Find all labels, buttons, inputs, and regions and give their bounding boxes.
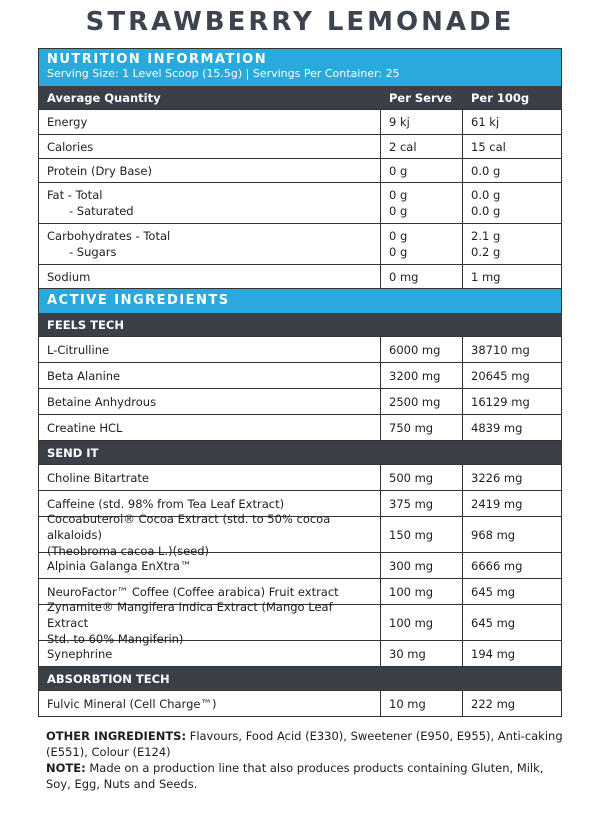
row-sublabel: - Sugars [69, 245, 117, 259]
row-per-100g: 0.0 g [471, 163, 501, 178]
row-label: Synephrine [47, 646, 113, 661]
row-per-serve: 750 mg [389, 420, 434, 435]
table-row [39, 224, 561, 265]
row-label: Choline Bitartrate [47, 470, 150, 485]
row-per-serve: 0 g [389, 229, 408, 243]
other-ingredients-text: Flavours, Food Acid (E330), Sweetener (E950, E955), Anti-caking (E551), Colour (E124) [46, 729, 563, 759]
row-label: Betaine Anhydrous [47, 394, 157, 409]
row-per-serve: 2500 mg [389, 394, 441, 409]
row-label-line2: (Theobroma cacoa L.)(seed) [47, 543, 210, 558]
row-per-100g: 20645 mg [471, 368, 530, 383]
row-per-100g: 4839 mg [471, 420, 523, 435]
row-label: Zynamite® Mangifera Indica Extract (Mango Leaf Extract [47, 599, 333, 630]
table-row [39, 183, 561, 224]
row-per-serve-sub: 0 g [389, 204, 408, 218]
row-per-100g: 645 mg [471, 584, 516, 599]
row-per-serve: 3200 mg [389, 368, 441, 383]
row-per-serve: 9 kj [389, 115, 410, 129]
row-label: Beta Alanine [47, 368, 121, 383]
note-label: NOTE: [46, 761, 86, 775]
row-per-100g: 222 mg [471, 696, 516, 711]
row-per-serve: 100 mg [389, 584, 434, 599]
row-per-serve-sub: 0 g [389, 245, 408, 259]
row-per-serve: 150 mg [389, 527, 434, 542]
row-per-100g: 2.1 g [471, 229, 501, 243]
other-ingredients [46, 728, 566, 760]
table-row [39, 265, 561, 289]
row-label: Creatine HCL [47, 420, 123, 435]
row-per-100g-sub: 0.2 g [471, 245, 501, 259]
row-per-100g: 645 mg [471, 615, 516, 630]
nutrition-header [39, 49, 561, 86]
col-header-per-serve: Per Serve [389, 90, 452, 105]
row-per-100g: 38710 mg [471, 342, 530, 357]
note-text: Made on a production line that also produces products containing Gluten, Milk, Soy, Egg, Nuts and Seeds. [46, 761, 544, 791]
row-per-serve: 10 mg [389, 696, 426, 711]
table-row [39, 641, 561, 667]
nutrition-panel [38, 48, 562, 717]
row-per-serve: 0 g [389, 163, 408, 178]
row-per-serve: 500 mg [389, 470, 434, 485]
row-sublabel: - Saturated [69, 204, 134, 218]
active-ingredients-heading: ACTIVE INGREDIENTS [39, 289, 561, 313]
col-header-per-100g: Per 100g [471, 90, 530, 105]
row-label-line2: Std. to 60% Mangiferin) [47, 631, 184, 646]
other-ingredients-label: OTHER INGREDIENTS: [46, 729, 187, 743]
row-label: Calories [47, 139, 94, 154]
row-label: L-Citrulline [47, 342, 110, 357]
table-row [39, 691, 561, 717]
table-row [39, 465, 561, 491]
section-absorbtion-tech: ABSORBTION TECH [39, 667, 561, 691]
row-label: Caffeine (std. 98% from Tea Leaf Extract) [47, 496, 285, 511]
table-row [39, 110, 561, 135]
table-row [39, 511, 561, 558]
column-header-row [39, 86, 561, 110]
row-label: Alpinia Galanga EnXtra™ [47, 558, 192, 573]
row-per-100g: 194 mg [471, 646, 516, 661]
table-row [39, 363, 561, 389]
row-label: Sodium [47, 269, 91, 284]
table-row [39, 415, 561, 441]
row-per-serve: 2 cal [389, 139, 417, 154]
allergen-note [46, 760, 566, 792]
row-label: Cocoabuterol® Cocoa Extract (std. to 50% cocoa alkaloids) [47, 511, 331, 542]
row-per-100g: 6666 mg [471, 558, 523, 573]
row-per-serve: 100 mg [389, 615, 434, 630]
serving-info: Serving Size: 1 Level Scoop (15.5g) | Servings Per Container: 25 [47, 67, 400, 80]
row-per-100g: 0.0 g [471, 188, 501, 202]
table-row [39, 389, 561, 415]
row-label: NeuroFactor™ Coffee (Coffee arabica) Fruit extract [47, 584, 339, 599]
row-per-100g: 968 mg [471, 527, 516, 542]
row-per-serve: 30 mg [389, 646, 426, 661]
row-per-100g: 15 cal [471, 139, 506, 154]
section-feels-tech: FEELS TECH [39, 313, 561, 337]
row-per-100g: 61 kj [471, 115, 500, 129]
table-row [39, 135, 561, 159]
product-title: STRAWBERRY LEMONADE [85, 7, 515, 37]
col-header-quantity: Average Quantity [47, 90, 161, 105]
row-label: Energy [47, 115, 88, 129]
table-row [39, 599, 561, 646]
table-row [39, 159, 561, 183]
footer-notes [46, 728, 566, 792]
table-row [39, 553, 561, 579]
row-label: Fulvic Mineral (Cell Charge™) [47, 696, 217, 711]
row-per-100g: 1 mg [471, 269, 501, 284]
row-label: Protein (Dry Base) [47, 163, 152, 178]
row-per-100g: 2419 mg [471, 496, 523, 511]
row-label: Carbohydrates - Total [47, 229, 171, 243]
row-per-100g: 16129 mg [471, 394, 530, 409]
row-per-serve: 375 mg [389, 496, 434, 511]
row-per-serve: 0 mg [389, 269, 419, 284]
table-row [39, 337, 561, 363]
row-per-100g: 3226 mg [471, 470, 523, 485]
row-per-100g-sub: 0.0 g [471, 204, 501, 218]
row-per-serve: 6000 mg [389, 342, 441, 357]
row-label: Fat - Total [47, 188, 103, 202]
section-send-it: SEND IT [39, 441, 561, 465]
row-per-serve: 0 g [389, 188, 408, 202]
nutrition-heading: NUTRITION INFORMATION [47, 52, 268, 67]
row-per-serve: 300 mg [389, 558, 434, 573]
